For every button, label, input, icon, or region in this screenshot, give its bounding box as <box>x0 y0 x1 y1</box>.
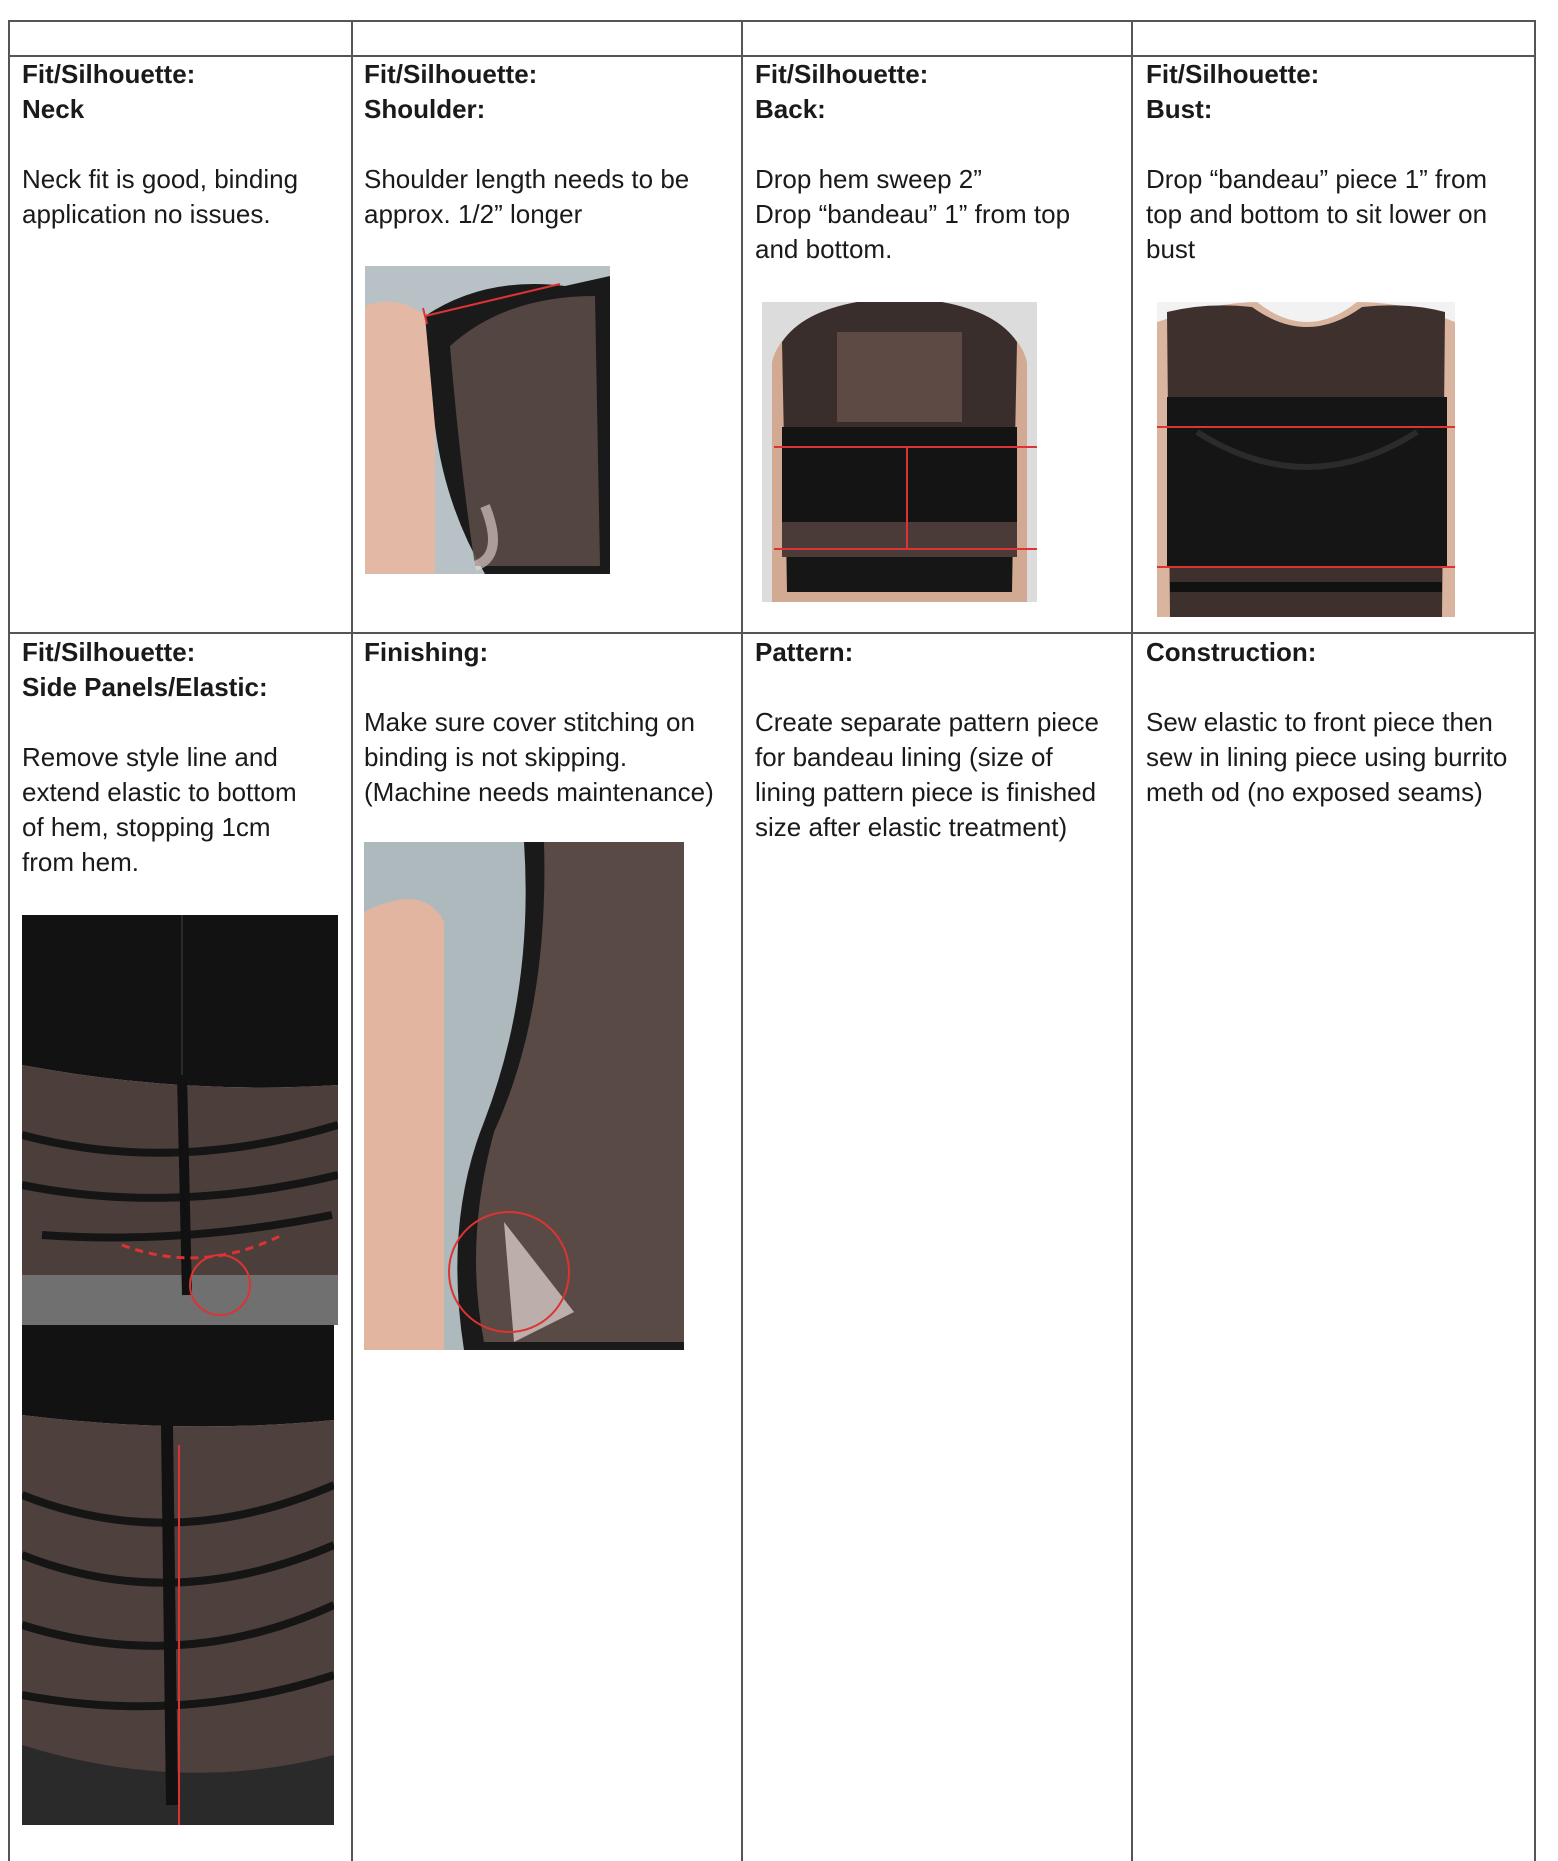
cell-text: Neck fit is good, binding application no issues. <box>22 164 299 229</box>
back-photo <box>762 302 1037 602</box>
cell-text: Shoulder length needs to be approx. 1/2” longer <box>364 164 690 229</box>
cell-text: Create separate pattern piece for bandeau lining (size of lining pattern piece is finished size after elastic treatment) <box>755 707 1099 842</box>
table-border <box>8 632 1536 634</box>
cell-pattern <box>755 635 1127 845</box>
table-border <box>1534 20 1536 1861</box>
cell-shoulder <box>364 57 736 232</box>
cell-title: Fit/Silhouette: <box>22 637 196 667</box>
cell-title: Fit/Silhouette: <box>755 59 929 89</box>
cell-text: Sew elastic to front piece then sew in lining piece using burrito meth od (no exposed seams) <box>1146 707 1508 807</box>
cell-subtitle: Neck <box>22 94 85 124</box>
table-border <box>8 20 1536 22</box>
cell-subtitle: Side Panels/Elastic: <box>22 672 268 702</box>
cell-subtitle: Bust: <box>1146 94 1213 124</box>
cell-construction <box>1146 635 1532 810</box>
cell-title: Fit/Silhouette: <box>1146 59 1320 89</box>
cell-text: Drop hem sweep 2” Drop “bandeau” 1” from top and bottom. <box>755 164 1071 264</box>
cell-text: Remove style line and extend elastic to bottom of hem, stopping 1cm from hem. <box>22 742 297 877</box>
table-border <box>8 20 10 1861</box>
cell-neck <box>22 57 347 232</box>
cell-title: Pattern: <box>755 637 854 667</box>
shoulder-photo <box>365 266 610 574</box>
side-panel-photo-bottom <box>22 1325 334 1825</box>
cell-subtitle: Shoulder: <box>364 94 486 124</box>
cell-back <box>755 57 1127 267</box>
cell-text: Drop “bandeau” piece 1” from top and bottom to sit lower on bust <box>1146 164 1488 264</box>
finishing-photo <box>364 842 684 1350</box>
cell-text: Make sure cover stitching on binding is not skipping. (Machine needs maintenance) <box>364 707 714 807</box>
cell-title: Fit/Silhouette: <box>364 59 538 89</box>
table-border <box>1131 20 1133 1861</box>
table-border <box>351 20 353 1861</box>
cell-title: Fit/Silhouette: <box>22 59 196 89</box>
table-border <box>741 20 743 1861</box>
cell-finishing <box>364 635 736 810</box>
bust-photo <box>1157 302 1455 617</box>
cell-bust <box>1146 57 1532 267</box>
cell-title: Finishing: <box>364 637 489 667</box>
cell-title: Construction: <box>1146 637 1317 667</box>
cell-subtitle: Back: <box>755 94 826 124</box>
side-panel-photo-top <box>22 915 338 1325</box>
cell-side-panels <box>22 635 347 880</box>
